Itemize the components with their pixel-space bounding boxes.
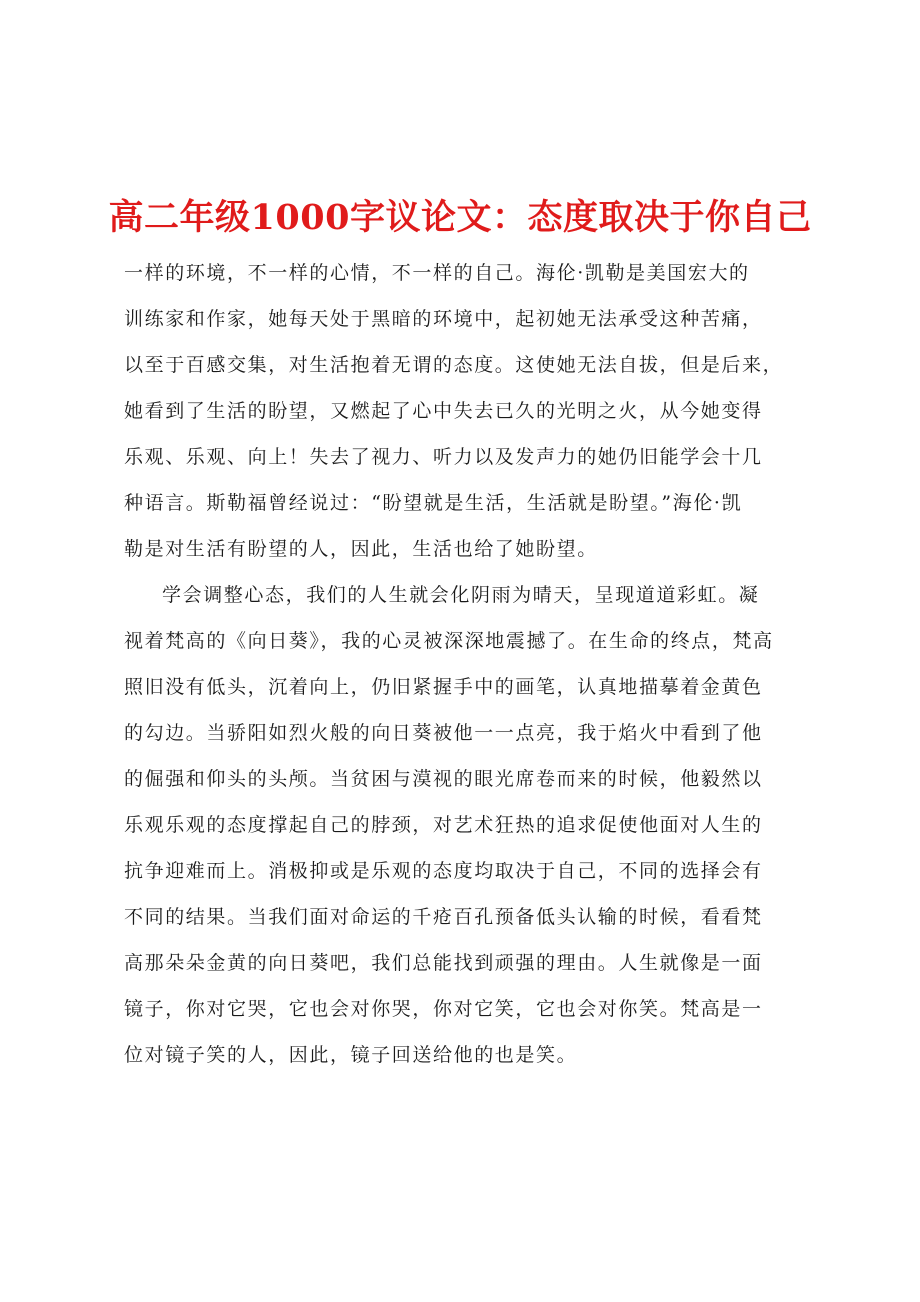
paragraph-line: 照旧没有低头，沉着向上，仍旧紧握手中的画笔，认真地描摹着金黄色 <box>124 676 763 698</box>
document-title: 高二年级1000字议论文：态度取决于你自己 <box>108 197 812 238</box>
paragraph-line: 乐观乐观的态度撑起自己的脖颈，对艺术狂热的追求促使他面对人生的 <box>124 814 763 836</box>
paragraph-line: 学会调整心态，我们的人生就会化阴雨为晴天，呈现道道彩虹。凝 <box>162 584 760 606</box>
paragraph-line: 一样的环境，不一样的心情，不一样的自己。海伦·凯勒是美国宏大的 <box>124 262 750 284</box>
paragraph-line: 的倔强和仰头的头颅。当贫困与漠视的眼光席卷而来的时候，他毅然以 <box>124 768 763 790</box>
paragraph-line: 以至于百感交集，对生活抱着无谓的态度。这使她无法自拔，但是后来， <box>124 354 784 376</box>
paragraph-2 <box>124 572 796 1078</box>
paragraph-line: 她看到了生活的盼望，又燃起了心中失去已久的光明之火，从今她变得 <box>124 400 763 422</box>
paragraph-line: 的勾边。当骄阳如烈火般的向日葵被他一一点亮，我于焰火中看到了他 <box>124 722 763 744</box>
paragraph-line: 不同的结果。当我们面对命运的千疮百孔预备低头认输的时候，看看梵 <box>124 906 763 928</box>
paragraph-1 <box>124 250 796 572</box>
paragraph-line: 视着梵高的《向日葵》，我的心灵被深深地震撼了。在生命的终点，梵高 <box>124 630 774 652</box>
paragraph-line: 镜子，你对它哭，它也会对你哭，你对它笑，它也会对你笑。梵高是一 <box>124 998 763 1020</box>
paragraph-line: 勒是对生活有盼望的人，因此，生活也给了她盼望。 <box>124 538 598 560</box>
paragraph-line: 高那朵朵金黄的向日葵吧，我们总能找到顽强的理由。人生就像是一面 <box>124 952 763 974</box>
paragraph-line: 种语言。斯勒福曾经说过：“盼望就是生活，生活就是盼望。”海伦·凯 <box>124 492 743 514</box>
paragraph-line: 抗争迎难而上。消极抑或是乐观的态度均取决于自己，不同的选择会有 <box>124 860 763 882</box>
paragraph-line: 训练家和作家，她每天处于黑暗的环境中，起初她无法承受这种苦痛， <box>124 308 763 330</box>
paragraph-line: 乐观、乐观、向上！失去了视力、听力以及发声力的她仍旧能学会十几 <box>124 446 763 468</box>
document-body <box>124 250 796 1078</box>
paragraph-line: 位对镜子笑的人，因此，镜子回送给他的也是笑。 <box>124 1044 578 1066</box>
